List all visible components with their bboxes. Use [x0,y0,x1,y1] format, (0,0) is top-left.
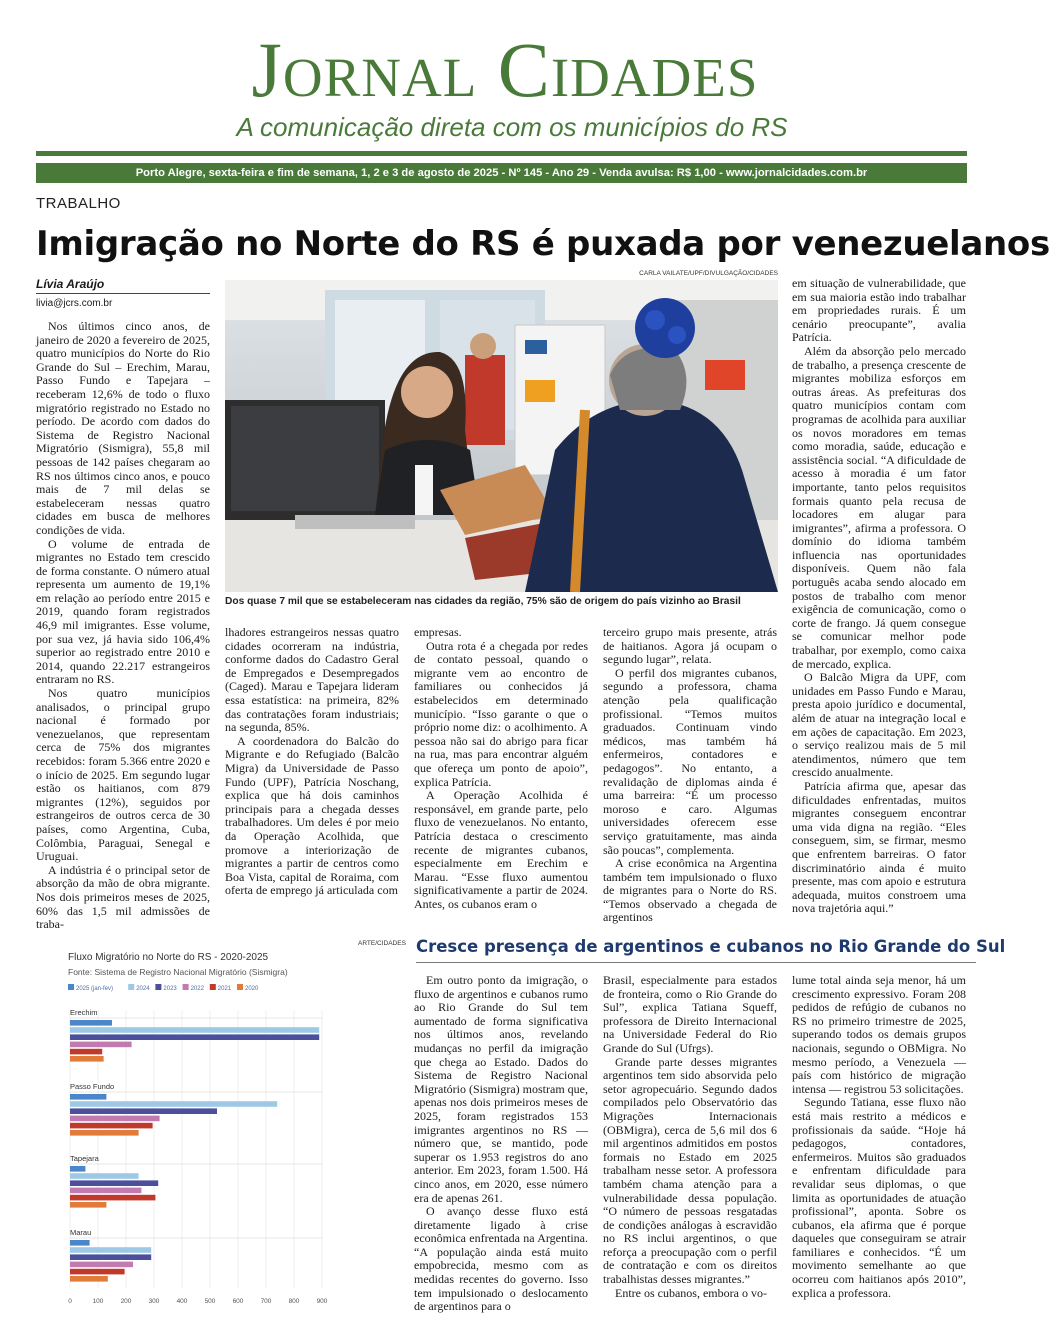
bar [70,1027,319,1033]
photo-credit: CARLA VAILATE/UPF/DIVULGAÇÃO/CIDADES [639,270,778,277]
section-label: TRABALHO [36,195,121,212]
bar [70,1254,151,1260]
photo-illustration [225,280,778,592]
secondary-divider [416,962,976,963]
paragraph: Além da absorção pelo mercado de trabalho, a presença crescente de migrantes mobiliza esforços em outras áreas. As prefeituras dos quatro municípios contam com programas de acolhida para auxiliar os novos moradores em temas como moradia, saúde, educação e assistência social. “A dificuldade de acesso à moradia é um fator importante, tanto pelos requisitos formais quanto pela recusa de locadores em alugar para imigrantes”, afirma a professora. O domínio do idioma também influencia nas oportunidades disponíveis. Quem não fala português acaba sendo alocado em postos de trabalho com menor exigência de comunicação, como o corte de frango. Já quem consegue se comunicar melhor pode trabalhar, por exemplo, como caixa de mercado, explica. [792,343,966,671]
bar [70,1116,160,1122]
category-label: Erechim [70,1008,98,1017]
paragraph: A coordenadora do Balcão do Migrante e do Refugiado (Balcão Migra) da Universidade de Passo Fundo (UPF), Patrícia Noschang, explica que há dois caminhos principais para a chegada desses trabalhadores. Um deles é por meio da Operação Acolhida, que promove a interiorização de migrantes a partir de centros como Boa Vista, capital de Roraima, com oferta de emprego já articulada com [225,733,399,898]
paragraph: A indústria é o principal setor de absorção da mão de obra migrante. Nos dois primeiros meses de 2025, 60% das 1,5 mil admissões de traba- [36,862,210,932]
chart-credit: ARTE/CIDADES [358,940,406,947]
bar [70,1166,85,1172]
secondary-column-1 [414,974,588,1314]
x-tick-label: 800 [288,1298,300,1305]
category-label: Marau [70,1228,92,1237]
bar [70,1108,217,1114]
paragraph: lhadores estrangeiros nessas quatro cidades ocorreram na indústria, conforme dados do Cadastro Geral de Empregados e Desempregados (Caged). Marau e Tapejara lideram essa estatística: na primeira, 82% das contratações foram industriais; na segunda, 85%. [225,625,399,735]
legend-label: 2023 [163,986,177,992]
bar [70,1130,139,1136]
paragraph: Brasil, especialmente para estados de fronteira, como o Rio Grande do Sul”, explica Tatiana Squeff, professora de Direito Internacional na Universidade Federal do Rio Grande do Sul (Ufrgs). [603,973,777,1055]
masthead-rule [36,151,967,156]
paragraph: Patrícia afirma que, apesar das dificuldades enfrentadas, muitos migrantes conseguem encontrar uma vida digna na região. “Eles conseguem, sim, se firmar, mesmo que enfrentem barreiras. O fator discriminatório ainda é muito presente, mas com apoio e estrutura adequada, muitos constroem uma nova trajetória aqui.” [792,778,966,916]
paragraph: Grande parte desses migrantes argentinos tem sido absorvida pelo setor agropecuário. Segundo dados compilados pelo Observatório das Migrações Internacionais (OBMigra), cerca de 5,6 mil dos 6 mil argentinos admitidos em postos formais no Estado em 2025 trabalham nesse setor. A professora também chama atenção para a vulnerabilidade dessa população. “O número de pessoas resgatadas de condições análogas à escravidão no RS inclui argentinos, o que reforça a preocupação com o perfil de contratação e com os direitos trabalhistas desses migrantes.” [603,1054,777,1287]
paragraph: lume total ainda seja menor, há um crescimento expressivo. Foram 208 pedidos de refúgio de cubanos no RS no primeiro trimestre de 2025, superando todos os demais grupos nacionais, segundo o OBMigra. No mesmo período, a Venezuela — país com histórico de migração intensa — registrou 53 solicitações. [792,973,966,1096]
legend-label: 2020 [245,986,259,992]
article-column-3 [414,626,588,910]
x-tick-label: 100 [92,1298,104,1305]
paragraph: O volume de entrada de migrantes no Estado tem crescido de forma constante. O número atual representa um aumento de 19,1% em relação ao período entre 2015 e 2019, quando foram registrados 46,9 mil imigrantes. Esse volume, por sua vez, já havia sido 106,4% superior ao registrado entre 2010 e 2014, quando 22.217 estrangeiros entraram no RS. [36,536,210,687]
bar [70,1262,133,1268]
migration-chart [60,950,380,1310]
chart-svg [60,950,380,1310]
bar [70,1173,139,1179]
bar [70,1042,132,1048]
x-tick-label: 300 [148,1298,160,1305]
masthead-title: Jornal Cidades [251,26,759,113]
bar [70,1269,125,1275]
x-tick-label: 500 [204,1298,216,1305]
legend-swatch [68,984,74,990]
legend-label: 2024 [136,986,150,992]
legend-swatch [155,984,161,990]
x-tick-label: 700 [260,1298,272,1305]
bar [70,1195,155,1201]
paragraph: Outra rota é a chegada por redes de contato pessoal, quando o migrante vem ao encontro de familiares ou conhecidos já estabelecidos em determinado município. “Isso garante o que o próprio nome diz: o acolhimento. A pessoa não sai do abrigo para ficar na rua, mas para encontrar alguém que ofereça um ponto de apoio”, explica Patrícia. [414,638,588,789]
secondary-headline: Cresce presença de argentinos e cubanos no Rio Grande do Sul [416,937,1006,956]
paragraph: Nos últimos cinco anos, de janeiro de 2020 a fevereiro de 2025, quatro municípios do Norte do Rio Grande do Sul – Erechim, Marau, Passo Fundo e Tapejara – receberam 12,6% de todo o fluxo migratório registrado no Estado no período. De acordo com dados do Sistema de Registro Nacional Migratório (Sismigra), 55,8 mil pessoas de 142 países chegaram ao RS nos últimos cinco anos, e pouco mais de 7 mil delas se estabeleceram nessas quatro cidades em busca de melhores condições de vida. [36,319,210,537]
bar [70,1276,108,1282]
article-column-4 [603,625,777,925]
paragraph: O Balcão Migra da UPF, com unidades em Passo Fundo e Marau, presta apoio jurídico e documental, além de atuar na integração local e em ações de capacitação. Em 2023, o serviço realizou mais de 5 mil atendimentos, número que tem crescido anualmente. [792,670,966,780]
issue-info-bar: Porto Alegre, sexta-feira e fim de semana, 1, 2 e 3 de agosto de 2025 - Nº 145 - Ano 29 - Venda avulsa: R$ 1,00 - www.jornalcidades.com.br [36,163,967,183]
article-column-1 [36,319,210,932]
paragraph: Em outro ponto da imigração, o fluxo de argentinos e cubanos rumo ao Rio Grande do Sul tem aumentado de forma significativa nos últimos anos, revelando mudanças no perfil da imigração que chega ao Estado. Dados do Sistema de Registro Nacional Migratório (Sismigra) mostram que, apenas nos dois primeiros meses de 2025, foram registrados 153 imigrantes argentinos no RS — número que, se mantido, pode superar os 1.953 registros do ano anterior. Em 2023, foram 1.500. Há cinco anos, em 2020, esse número era de apenas 261. [414,973,588,1205]
author-name: Lívia Araújo [36,277,105,291]
legend-swatch [183,984,189,990]
category-label: Tapejara [70,1154,99,1163]
masthead-subtitle: A comunicação direta com os municípios do RS [236,112,788,142]
legend-label: 2021 [217,986,232,992]
paragraph: terceiro grupo mais presente, atrás de haitianos. Agora já ocupam o segundo lugar”, relata. [603,625,777,667]
x-tick-label: 0 [68,1298,72,1305]
bar [70,1202,106,1208]
x-tick-label: 400 [176,1298,188,1305]
bar [70,1034,319,1040]
bar [70,1101,277,1107]
article-photo [225,280,778,592]
paragraph: Entre os cubanos, embora o vo- [615,1285,767,1300]
article-headline: Imigração no Norte do RS é puxada por venezuelanos [36,224,1050,264]
bar [70,1180,158,1186]
article-column-5 [792,276,966,916]
bar [70,1094,106,1100]
x-tick-label: 900 [316,1298,328,1305]
secondary-column-2 [603,974,777,1314]
author-divider [36,293,210,294]
x-tick-label: 600 [232,1298,244,1305]
legend-label: 2022 [190,986,204,992]
bar [70,1247,151,1253]
paragraph: Nos quatro municípios analisados, o principal grupo nacional é formado por venezuelanos, que representam cerca de 75% dos migrantes recebidos: foram 5.366 entre 2020 e o início de 2025. Em segundo lugar estão os haitianos, com 879 migrantes (12%), seguidos por estrangeiros de outros cerca de 30 países, como Argentina, Cuba, Colômbia, Paraguai, Senegal e Uruguai. [36,686,210,864]
secondary-column-3 [792,974,966,1314]
bar [70,1056,104,1062]
paragraph: O avanço desse fluxo está diretamente ligado à crise econômica enfrentada na Argentina. “A população ainda está muito empobrecida, mesmo com as medidas recentes do governo. Isso tem impulsionado o deslocamento de argentinos para o [414,1204,588,1314]
legend-swatch [128,984,134,990]
article-column-2 [225,626,399,910]
chart-title: Fluxo Migratório no Norte do RS - 2020-2025 [68,952,269,963]
bar [70,1123,153,1129]
bar [70,1049,102,1055]
paragraph: em situação de vulnerabilidade, que em sua maioria estão indo trabalhar em propriedades rurais. É um cenário preocupante”, avalia Patrícia. [792,276,966,345]
x-tick-label: 200 [120,1298,132,1305]
chart-subtitle: Fonte: Sistema de Registro Nacional Migratório (Sismigra) [68,967,288,977]
bar [70,1240,90,1246]
paragraph: A Operação Acolhida é responsável, em grande parte, pelo fluxo de venezuelanos. No entanto, Patrícia destaca o crescimento recente de migrantes cubanos, especialmente em Erechim e Marau. “Esse fluxo aumentou significativamente a partir de 2024. Antes, os cubanos eram o [414,788,588,911]
paragraph: empresas. [414,625,462,639]
legend-label: 2025 (jan-fev) [76,986,114,992]
legend-swatch [210,984,216,990]
category-label: Passo Fundo [70,1082,115,1091]
bar [70,1188,141,1194]
legend-swatch [237,984,243,990]
paragraph: O perfil dos migrantes cubanos, segundo a professora, chama atenção pela qualificação profissional. “Temos muitos graduados. Continuam vindo médicos, mas também há enfermeiros, contadores e pedagogos”. No entanto, a revalidação de diplomas ainda é uma barreira: “É um processo moroso e caro. Algumas universidades oferecem esse serviço gratuitamente, mas ainda são poucas”, complementa. [603,665,777,857]
bar [70,1020,112,1026]
author-email[interactable]: livia@jcrs.com.br [36,298,113,309]
paragraph: A crise econômica na Argentina também tem impulsionado o fluxo de migrantes para o Norte do RS. “Temos observado a chegada de argentinos [603,856,777,925]
paragraph: Segundo Tatiana, esse fluxo não está mais restrito a médicos e profissionais da saúde. “Hoje há pedagogos, contadores, enfermeiros. Muitos são graduados e enfrentam dificuldade para revalidar seus diplomas, o que limita as oportunidades de atuação profissional”, aponta. Sobre os cubanos, ela afirma que é porque daqueles que conseguiram se atrair familiares e conhecidos. “É um movimento semelhante ao que ocorreu com haitianos após 2010”, explica a professora. [792,1095,966,1300]
photo-caption: Dos quase 7 mil que se estabeleceram nas cidades da região, 75% são de origem do país vizinho ao Brasil [225,596,741,607]
